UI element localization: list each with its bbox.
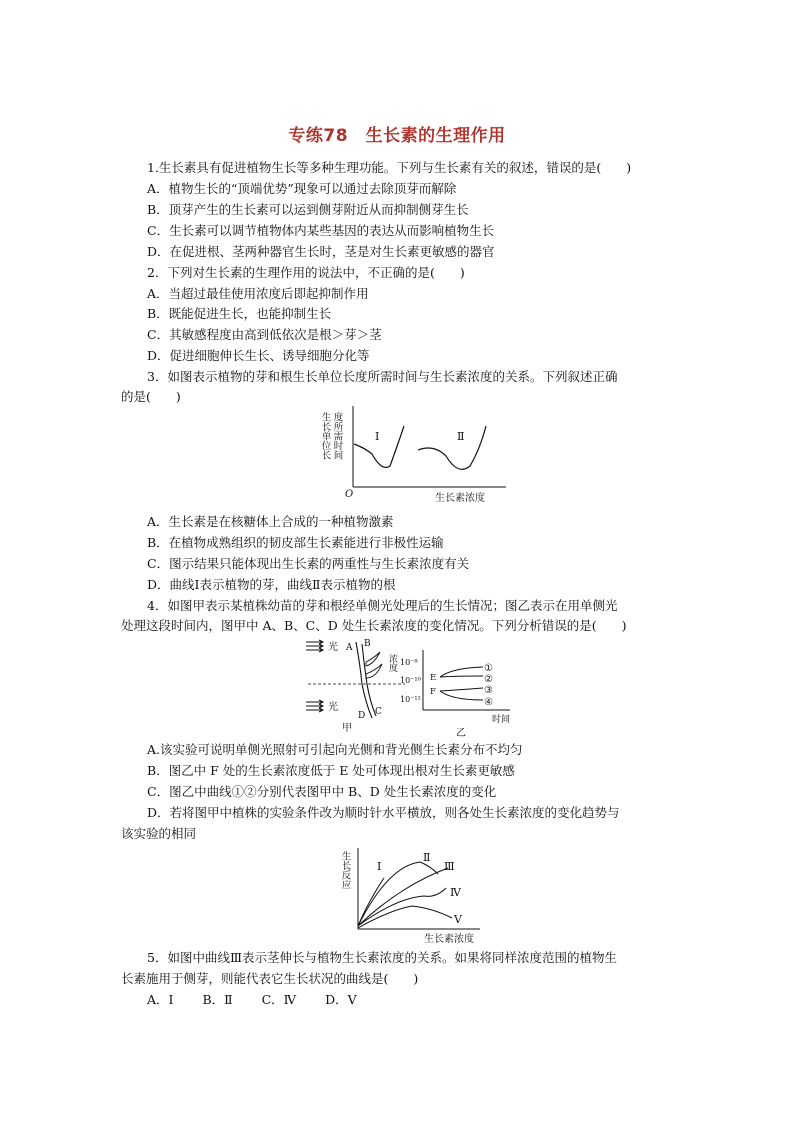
figure-yi-caption: 乙 <box>456 728 466 739</box>
light-arrows-bottom <box>306 700 323 712</box>
q3-ylabel-line1: 生长单位长 <box>320 412 331 460</box>
q2-stem: 2．下列对生长素的生理作用的说法中，不正确的是( ) <box>147 265 465 280</box>
yi-curve-2-label: ② <box>484 674 493 685</box>
q1-option-d: D．在促进根、茎两种器官生长时，茎是对生长素更敏感的器官 <box>147 244 495 259</box>
yi-tick-3: 10⁻¹² <box>400 695 421 704</box>
q4-stem-line2: 处理这段时间内，图甲中 A、B、C、D 处生长素浓度的变化情况。下列分析错误的是( ) <box>121 618 627 633</box>
q1-option-b: B．顶芽产生的生长素可以运到侧芽附近从而抑制侧芽生长 <box>147 202 469 217</box>
q4-option-c: C．图乙中曲线①②分别代表图甲中 B、D 处生长素浓度的变化 <box>147 784 497 799</box>
yi-curve-4 <box>440 691 483 700</box>
yi-point-f: F <box>430 687 436 697</box>
q5-curve-4-label: Ⅳ <box>450 886 461 899</box>
q3-y-axis-label <box>320 411 343 460</box>
q3-curve-1-label: Ⅰ <box>375 430 380 443</box>
yi-ylabel: 浓度 <box>387 654 397 672</box>
q1-option-a: A．植物生长的“顶端优势”现象可以通过去除顶芽而解除 <box>147 181 457 196</box>
q5-figure <box>340 846 485 946</box>
q2-option-d: D．促进细胞伸长生长、诱导细胞分化等 <box>147 348 370 363</box>
q4-option-d-line1: D．若将图甲中植株的实验条件改为顺时针水平横放，则各处生长素浓度的变化趋势与 <box>147 805 620 820</box>
q3-x-axis-label: 生长素浓度 <box>435 493 485 504</box>
q2-option-a: A．当超过最佳使用浓度后即起抑制作用 <box>147 286 369 301</box>
q5-curve-4 <box>358 888 446 926</box>
figure-jia-caption: 甲 <box>342 723 352 734</box>
q5-curve-3 <box>358 868 448 926</box>
q3-option-d: D．曲线Ⅰ表示植物的芽，曲线Ⅱ表示植物的根 <box>147 577 396 592</box>
q5-curve-5-label: Ⅴ <box>454 913 462 926</box>
q5-stem-line1: 5．如图中曲线Ⅲ表示茎伸长与植物生长素浓度的关系。如果将同样浓度范围的植物生 <box>147 950 618 965</box>
point-a-label: A <box>346 643 353 653</box>
q4-option-d-line2: 该实验的相同 <box>121 826 197 841</box>
q3-option-b: B．在植物成熟组织的韧皮部生长素能进行非极性运输 <box>147 535 444 550</box>
q3-curve-2-label: Ⅱ <box>457 430 465 443</box>
q5-x-axis-label: 生长素浓度 <box>424 934 474 945</box>
yi-curve-1-label: ① <box>484 663 493 674</box>
q2-option-c: C．其敏感程度由高到低依次是根＞芽＞茎 <box>147 327 382 342</box>
q5-ylabel: 生长反应 <box>340 851 351 889</box>
q1-option-c: C．生长素可以调节植物体内某些基因的表达从而影响植物生长 <box>147 223 495 238</box>
q4-option-b: B．图乙中 F 处的生长素浓度低于 E 处可体现出根对生长素更敏感 <box>147 763 515 778</box>
q5-curve-1-label: Ⅰ <box>377 860 382 873</box>
yi-point-e: E <box>430 673 437 683</box>
q3-option-c: C．图示结果只能体现出生长素的两重性与生长素浓度有关 <box>147 556 470 571</box>
q5-curve-2-label: Ⅱ <box>423 851 431 864</box>
yi-curve-4-label: ④ <box>484 697 493 708</box>
q1-stem: 1.生长素具有促进植物生长等多种生理功能。下列与生长素有关的叙述，错误的是( ) <box>147 160 632 175</box>
q4-figure-yi <box>370 650 520 740</box>
light-arrows-top <box>306 640 323 652</box>
q5-stem-line2: 长素施用于侧芽，则能代表它生长状况的曲线是( ) <box>121 971 419 986</box>
yi-x-axis-label: 时间 <box>492 715 511 725</box>
q3-curve-2 <box>418 426 486 469</box>
yi-curve-2 <box>440 676 483 677</box>
q5-curve-5 <box>358 906 452 928</box>
q3-option-a: A．生长素是在核糖体上合成的一种植物激素 <box>147 514 394 529</box>
yi-curve-3 <box>440 688 483 691</box>
page-title: 专练78 生长素的生理作用 <box>288 126 506 146</box>
point-b-label: B <box>364 639 371 649</box>
q3-ylabel-line2: 度所需时间 <box>331 412 343 460</box>
q5-curve-3-label: Ⅲ <box>444 860 455 873</box>
point-c-label: C <box>375 707 382 717</box>
yi-tick-1: 10⁻⁸ <box>400 658 418 667</box>
q2-option-b: B．既能促进生长，也能抑制生长 <box>147 306 332 321</box>
q3-figure <box>320 404 510 504</box>
q3-stem-line2: 的是( ) <box>121 389 181 404</box>
light-label-bottom: 光 <box>328 702 338 713</box>
yi-tick-2: 10⁻¹⁰ <box>400 676 421 685</box>
q4-option-a: A.该实验可说明单侧光照射可引起向光侧和背光侧生长素分布不均匀 <box>147 742 523 757</box>
point-d-label: D <box>358 711 366 721</box>
q4-stem-line1: 4．如图甲表示某植株幼苗的芽和根经单侧光处理后的生长情况；图乙表示在用单侧光 <box>147 598 618 613</box>
light-label-top: 光 <box>328 642 338 653</box>
q5-options: A．Ⅰ B．Ⅱ C．Ⅳ D．Ⅴ <box>147 992 357 1007</box>
q3-origin-label: O <box>345 489 354 500</box>
q3-stem-line1: 3．如图表示植物的芽和根生长单位长度所需时间与生长素浓度的关系。下列叙述正确 <box>147 369 618 384</box>
yi-curve-3-label: ③ <box>484 685 493 696</box>
yi-curve-1 <box>440 667 483 677</box>
